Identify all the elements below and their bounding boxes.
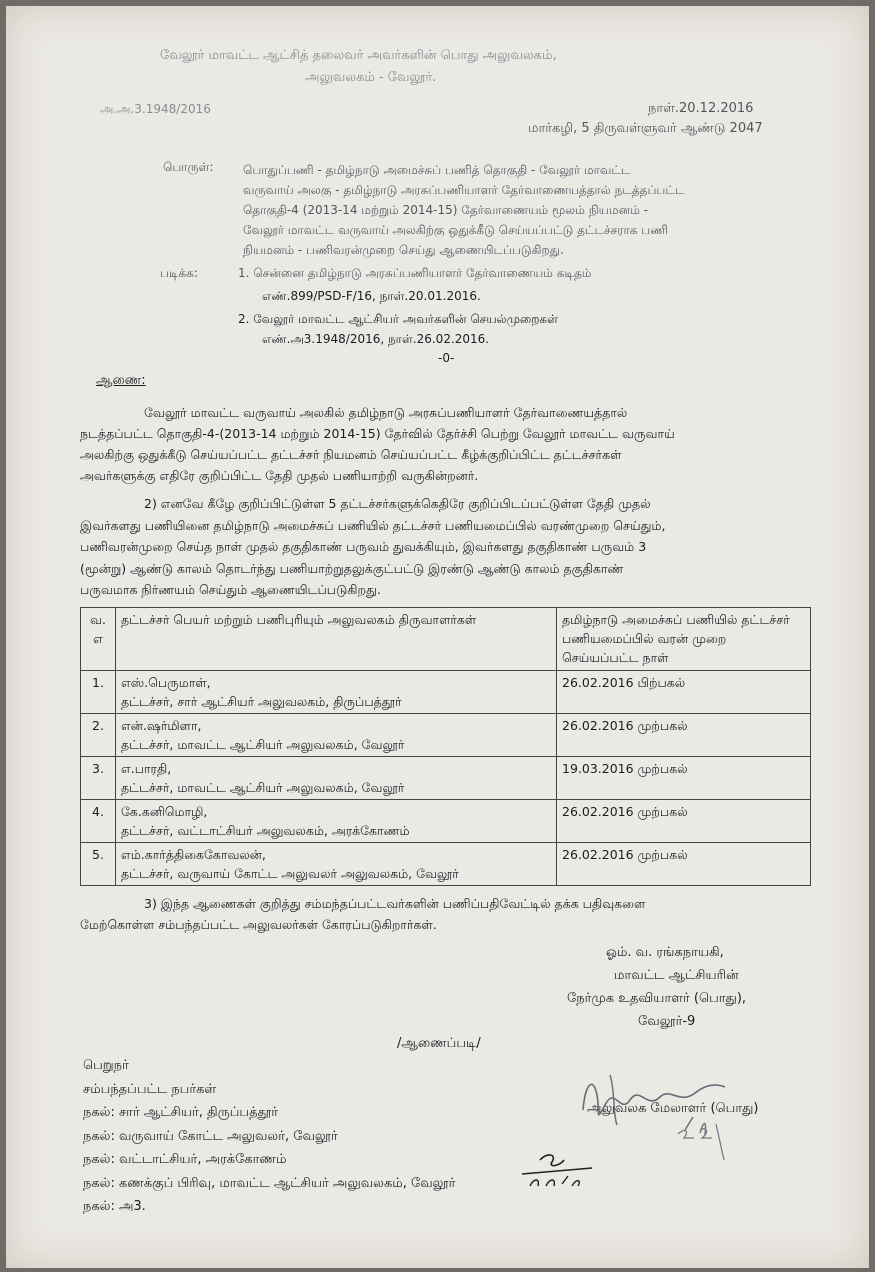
row-name-office [116,714,557,757]
row-date: 26.02.2016 பிற்பகல் [557,671,811,714]
paragraph-line: (மூன்று) ஆண்டு காலம் தொடர்ந்து பணியாற்றுதலுக்குட்பட்டு இரண்டு ஆண்டு காலம் தகுதிகாண் [80,560,624,576]
recipient-line: நகல்: அ3. [83,1199,146,1214]
subject-line: பொதுப்பணி - தமிழ்நாடு அமைச்சுப் பணித் தொகுதி - வேலூர் மாவட்ட [243,163,631,177]
signatory-title: மாவட்ட ஆட்சியரின் [614,968,739,983]
order-paragraph-1 [80,402,810,486]
header-serial: வ. எ [81,608,116,671]
typist-name: என்.ஷர்மிளா, [121,718,202,733]
row-date: 19.03.2016 முற்பகல் [557,757,811,800]
recipient-line: சம்பந்தப்பட்ட நபர்கள் [83,1081,217,1097]
reference-item-2-number: எண்.அ3.1948/2016, நாள்.26.02.2016. [262,332,490,346]
paragraph-line: பணிவரன்முறை செய்த நாள் முதல் தகுதிகாண் பருவம் துவக்கியும், இவர்களது தகுதிகாண் பருவம் 3 [80,539,647,554]
table-row [81,757,811,800]
header-date: தமிழ்நாடு அமைச்சுப் பணியில் தட்டச்சர் பணியமைப்பில் வரன் முறை செய்யப்பட்ட நாள் [557,608,811,671]
header-line-1: வேலூர் மாவட்ட ஆட்சித் தலைவர் அவர்களின் பொது அலுவலகம், [160,48,557,63]
reference-item-1: 1. சென்னை தமிழ்நாடு அரசுப்பணியாளர் தேர்வாணையம் கடிதம் [238,266,592,280]
paragraph-line: 3) இந்த ஆணைகள் குறித்து சம்மந்தப்பட்டவர்களின் பணிப்பதிவேட்டில் தக்க பதிவுகளை [144,896,646,911]
typist-name: எஸ்.பெருமாள், [121,675,211,690]
order-label: ஆணை: [96,373,146,388]
paragraph-line: பருவமாக நிர்ணயம் செய்தும் ஆணையிடப்படுகிறது. [80,582,381,597]
typist-name: எ.பாரதி, [121,761,172,776]
row-serial: 4. [81,800,116,843]
signatory-designation: நேர்முக உதவியாளர் (பொது), [567,991,747,1006]
subject-line: நியமனம் - பணிவரன்முறை செய்து ஆணையிடப்படுகிறது. [243,243,564,257]
section-divider: -0- [438,351,455,365]
reference-label: படிக்க: [160,266,198,280]
date-mark [672,1120,732,1165]
recipients-list [83,1054,455,1219]
typist-name: எம்.கார்த்திகைகோவலன், [121,847,266,862]
typist-name: கே.கனிமொழி, [121,804,208,819]
paragraph-line: இவர்களது பணியினை தமிழ்நாடு அமைச்சுப் பணியில் தட்டச்சர் பணியமைப்பில் வரண்முறை செய்தும், [80,517,666,533]
recipient-line: நகல்: சார் ஆட்சியர், திருப்பத்தூர் [83,1105,279,1120]
recipient-line: நகல்: வட்டாட்சியர், அரக்கோணம் [83,1152,287,1167]
table-row [81,714,811,757]
order-mark: /ஆணைப்படி/ [397,1036,481,1051]
typist-regularisation-table [80,607,811,886]
typist-office: தட்டச்சர், வட்டாட்சியர் அலுவலகம், அரக்கோணம் [121,823,410,838]
initial-signature [512,1148,602,1193]
table-header-row [81,608,811,671]
reference-item-1-number: எண்.899/PSD-F/16, நாள்.20.01.2016. [262,289,481,303]
header-name-office: தட்டச்சர் பெயர் மற்றும் பணிபுரியும் அலுவலகம் திருவாளர்கள் [116,608,557,671]
row-date: 26.02.2016 முற்பகல் [557,843,811,886]
recipient-line: நகல்: கணக்குப் பிரிவு, மாவட்ட ஆட்சியர் அலுவலகம், வேலூர் [83,1175,456,1191]
office-manager-title: அலுவலக மேலாளர் (பொது) [587,1101,759,1116]
order-paragraph-3 [80,893,810,935]
signatory-name: ஓம். வ. ரங்கநாயகி, [606,945,724,960]
subject-label: பொருள்: [163,160,214,174]
tamil-date: மார்கழி, 5 திருவள்ளுவர் ஆண்டு 2047 [528,121,763,136]
subject-line: தொகுதி-4 (2013-14 மற்றும் 2014-15) தேர்வாணையம் மூலம் நியமனம் - [243,203,649,217]
row-date: 26.02.2016 முற்பகல் [557,714,811,757]
subject-line: வருவாய் அலகு - தமிழ்நாடு அரசுப்பணியாளர் தேர்வாணையத்தால் நடத்தப்பட்ட [243,183,685,197]
typist-office: தட்டச்சர், வருவாய் கோட்ட அலுவலர் அலுவலகம், வேலூர் [121,866,459,881]
table-row [81,843,811,886]
paragraph-line: 2) எனவே கீழே குறிப்பிட்டுள்ள 5 தட்டச்சர்களுக்கெதிரே குறிப்பிடப்பட்டுள்ள தேதி முதல் [144,496,651,511]
subject-text [243,160,684,260]
table-row [81,671,811,714]
recipient-line: நகல்: வருவாய் கோட்ட அலுவலர், வேலூர் [83,1128,338,1144]
typist-office: தட்டச்சர், மாவட்ட ஆட்சியர் அலுவலகம், வேலூர் [121,737,405,752]
order-date: நாள்.20.12.2016 [648,101,754,116]
subject-line: வேலூர் மாவட்ட வருவாய் அலகிற்கு ஒதுக்கீடு செய்யப்பட்டு தட்டச்சராக பணி [243,223,669,237]
row-serial: 5. [81,843,116,886]
row-serial: 3. [81,757,116,800]
paragraph-line: வேலூர் மாவட்ட வருவாய் அலகில் தமிழ்நாடு அரசுப்பணியாளர் தேர்வாணையத்தால் [144,405,628,420]
reference-number: அ.அ.3.1948/2016 [100,102,211,116]
typist-office: தட்டச்சர், சார் ஆட்சியர் அலுவலகம், திருப்பத்தூர் [121,694,402,709]
paragraph-line: நடத்தப்பட்ட தொகுதி-4-(2013-14 மற்றும் 2014-15) தேர்வில் தேர்ச்சி பெற்று வேலூர் மாவட்ட வருவாய் [80,426,675,441]
row-serial: 2. [81,714,116,757]
header-line-2: அலுவலகம் - வேலூர். [305,70,437,85]
paragraph-line: மேற்கொள்ள சம்பந்தப்பட்ட அலுவலர்கள் கோரப்படுகிறார்கள். [80,917,437,932]
signatory-place: வேலூர்-9 [638,1014,696,1029]
table-row [81,800,811,843]
reference-item-2: 2. வேலூர் மாவட்ட ஆட்சியர் அவர்களின் செயல்முறைகள் [238,312,558,326]
row-serial: 1. [81,671,116,714]
row-name-office [116,671,557,714]
recipient-line: பெறுநர் [83,1058,129,1073]
row-name-office [116,757,557,800]
order-paragraph-2 [80,493,810,601]
row-date: 26.02.2016 முற்பகல் [557,800,811,843]
paragraph-line: அலகிற்கு ஒதுக்கீடு செய்யப்பட்ட தட்டச்சர் நியமனம் செய்யப்பட்ட கீழ்க்குறிப்பிட்ட தட்டச்சர்கள் [80,447,622,462]
typist-office: தட்டச்சர், மாவட்ட ஆட்சியர் அலுவலகம், வேலூர் [121,780,405,795]
row-name-office [116,843,557,886]
row-name-office [116,800,557,843]
paragraph-line: அவர்களுக்கு எதிரே குறிப்பிட்ட தேதி முதல் பணியாற்றி வருகின்றனர். [80,468,479,483]
